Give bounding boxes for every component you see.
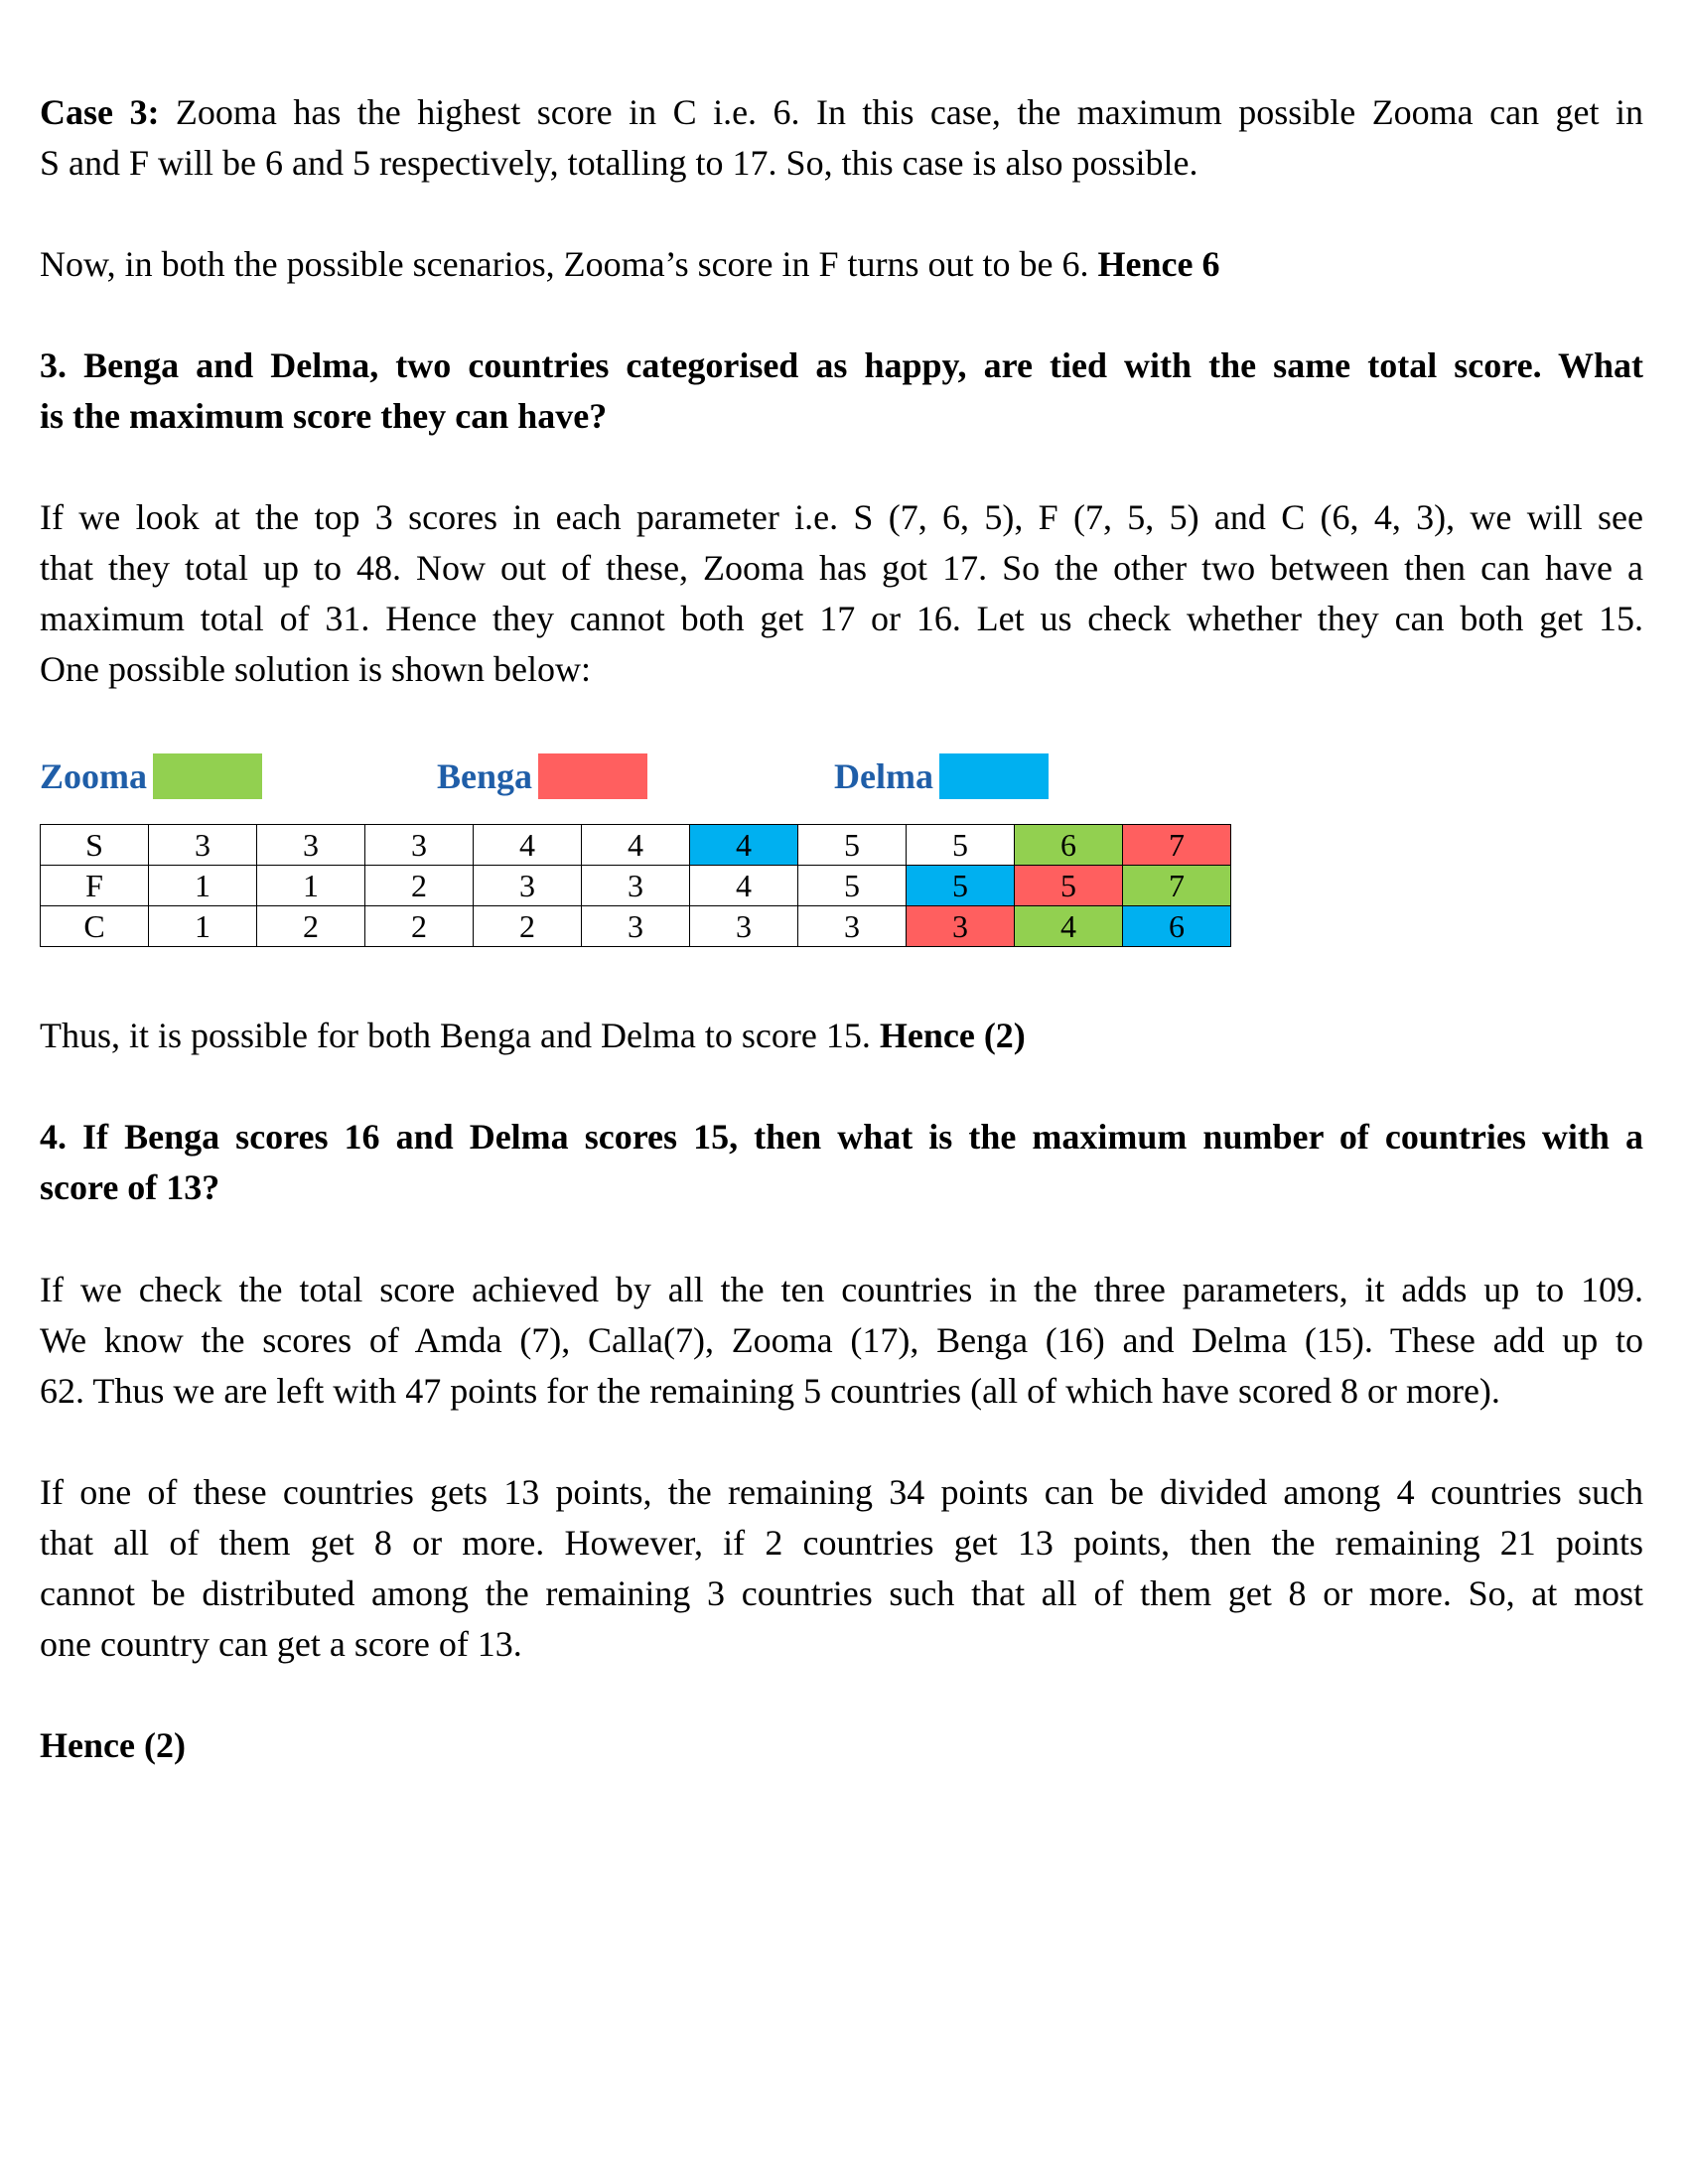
legend-zooma: [40, 752, 262, 800]
table-cell: 4: [690, 866, 798, 906]
table-row: [41, 866, 1231, 906]
legend-benga-swatch: [538, 753, 647, 799]
case3-label: Case 3:: [40, 92, 160, 132]
q4-exp2-line4: one country can get a score of 13.: [40, 1624, 522, 1664]
q4-exp-line3: 62. Thus we are left with 47 points for the remaining 5 countries (all of which have scored 8 or more).: [40, 1371, 1500, 1411]
conclusion2-paragraph: [40, 1011, 1643, 1061]
table-cell: 5: [907, 825, 1015, 866]
table-cell: 3: [582, 906, 690, 947]
legend-delma-label: Delma: [834, 756, 933, 796]
row-label: C: [41, 906, 149, 947]
table-cell: 3: [365, 825, 474, 866]
table-cell: 1: [257, 866, 365, 906]
row-label: F: [41, 866, 149, 906]
q4-exp2-line3: cannot be distributed among the remaining 3 countries such that all of them get 8 or more. So, at most: [40, 1573, 1643, 1613]
table-cell: 3: [798, 906, 907, 947]
final-answer-paragraph: [40, 1720, 1643, 1771]
table-cell: 4: [1015, 906, 1123, 947]
table-cell: 2: [474, 906, 582, 947]
conclusion2-hence: Hence (2): [879, 1016, 1026, 1055]
table-cell: 2: [257, 906, 365, 947]
legend-zooma-label: Zooma: [40, 756, 147, 796]
legend-delma: [834, 752, 1049, 800]
conclusion1-paragraph: [40, 239, 1643, 290]
question4-heading: [40, 1112, 1643, 1213]
table-cell: 3: [907, 906, 1015, 947]
score-table: [40, 824, 1231, 947]
case3-line1: Zooma has the highest score in C i.e. 6. In this case, the maximum possible Zooma can get in: [159, 92, 1643, 132]
table-cell: 6: [1123, 906, 1231, 947]
q3-exp-line4: One possible solution is shown below:: [40, 649, 591, 689]
q3-exp-line1: If we look at the top 3 scores in each parameter i.e. S (7, 6, 5), F (7, 5, 5) and C (6, 4, 3), we will see: [40, 497, 1643, 537]
q4-explanation: [40, 1265, 1643, 1417]
q3-line2: is the maximum score they can have?: [40, 396, 608, 436]
table-cell: 7: [1123, 825, 1231, 866]
table-cell: 3: [690, 906, 798, 947]
table-cell: 5: [798, 866, 907, 906]
legend-delma-swatch: [939, 753, 1049, 799]
table-cell: 7: [1123, 866, 1231, 906]
conclusion1-hence: Hence 6: [1097, 244, 1220, 284]
table-row: [41, 825, 1231, 866]
q3-line1: 3. Benga and Delma, two countries categorised as happy, are tied with the same total score. What: [40, 345, 1643, 385]
table-cell: 3: [582, 866, 690, 906]
table-cell: 2: [365, 906, 474, 947]
table-cell: 3: [149, 825, 257, 866]
table-cell: 4: [474, 825, 582, 866]
table-cell: 4: [582, 825, 690, 866]
q4-line2: score of 13?: [40, 1167, 220, 1207]
table-cell: 1: [149, 866, 257, 906]
q4-exp-line1: If we check the total score achieved by all the ten countries in the three parameters, it adds up to 109.: [40, 1270, 1643, 1309]
conclusion2-text: Thus, it is possible for both Benga and Delma to score 15.: [40, 1016, 880, 1055]
table-cell: 4: [690, 825, 798, 866]
question3-heading: [40, 341, 1643, 442]
table-cell: 1: [149, 906, 257, 947]
case3-paragraph: [40, 87, 1643, 189]
q4-exp2-line1: If one of these countries gets 13 points, the remaining 34 points can be divided among 4 countries such: [40, 1472, 1643, 1512]
table-cell: 5: [798, 825, 907, 866]
table-cell: 2: [365, 866, 474, 906]
table-cell: 5: [1015, 866, 1123, 906]
q4-explanation2: [40, 1467, 1643, 1670]
q3-exp-line3: maximum total of 31. Hence they cannot both get 17 or 16. Let us check whether they can both get 15.: [40, 599, 1643, 638]
row-label: S: [41, 825, 149, 866]
q3-exp-line2: that they total up to 48. Now out of these, Zooma has got 17. So the other two between then can have a: [40, 548, 1643, 588]
table-cell: 5: [907, 866, 1015, 906]
final-answer: Hence (2): [40, 1725, 186, 1765]
q3-explanation: [40, 492, 1643, 695]
conclusion1-text: Now, in both the possible scenarios, Zooma’s score in F turns out to be 6.: [40, 244, 1098, 284]
legend-benga-label: Benga: [437, 756, 533, 796]
table-row: [41, 906, 1231, 947]
q4-line1: 4. If Benga scores 16 and Delma scores 15, then what is the maximum number of countries with a: [40, 1117, 1643, 1157]
q4-exp-line2: We know the scores of Amda (7), Calla(7), Zooma (17), Benga (16) and Delma (15). These add up to: [40, 1320, 1643, 1360]
case3-line2: S and F will be 6 and 5 respectively, totalling to 17. So, this case is also possible.: [40, 143, 1198, 183]
table-cell: 3: [257, 825, 365, 866]
q4-exp2-line2: that all of them get 8 or more. However, if 2 countries get 13 points, then the remaining 21 points: [40, 1523, 1643, 1563]
legend-benga: [437, 752, 647, 800]
table-cell: 3: [474, 866, 582, 906]
table-cell: 6: [1015, 825, 1123, 866]
legend-zooma-swatch: [153, 753, 262, 799]
